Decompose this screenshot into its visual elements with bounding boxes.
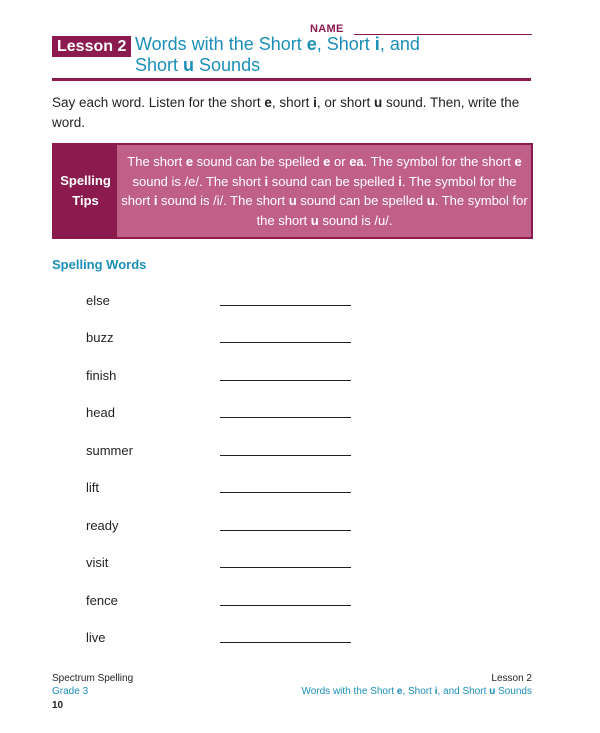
title-letter-i: i	[374, 34, 380, 54]
word-row	[86, 405, 356, 425]
tip-bold: u	[426, 193, 435, 208]
word-row	[86, 593, 356, 613]
spelling-tips-label	[54, 145, 117, 237]
title-part: Words with the Short	[135, 34, 307, 54]
spelling-word: live	[86, 630, 106, 645]
word-row	[86, 630, 356, 650]
directions-letter-u: u	[373, 95, 383, 110]
tip-part: sound can be spelled	[268, 173, 399, 189]
spelling-words-heading: Spelling Words	[52, 257, 147, 272]
tip-part: or	[330, 154, 350, 169]
tip-bold: ea	[349, 154, 364, 169]
spelling-word: lift	[86, 480, 99, 495]
title-part: Short	[135, 55, 184, 75]
directions	[52, 93, 532, 133]
word-row	[86, 330, 356, 350]
spelling-tips-text	[120, 152, 529, 230]
tip-bold: u	[310, 212, 319, 228]
spelling-word: finish	[86, 368, 117, 383]
footer-title-letter: e	[396, 686, 403, 697]
footer-title-letter: i	[434, 686, 438, 697]
footer-title-part: Sounds	[495, 686, 532, 697]
title-divider	[52, 78, 531, 81]
footer-title-part: Words with the Short	[301, 686, 397, 697]
tip-part: The short	[127, 154, 186, 169]
answer-line[interactable]	[220, 567, 351, 568]
answer-line[interactable]	[220, 455, 351, 456]
spelling-word: visit	[86, 555, 109, 570]
tips-label-line: Spelling	[60, 173, 111, 188]
word-row	[86, 293, 356, 313]
tip-bold: i	[398, 173, 402, 189]
footer-lesson-title	[301, 685, 532, 698]
directions-letter-e: e	[264, 95, 272, 110]
title-part: , and	[379, 34, 420, 54]
tip-bold: e	[185, 154, 194, 169]
spelling-word: fence	[86, 593, 118, 608]
word-row	[86, 443, 356, 463]
spelling-word: ready	[86, 518, 119, 533]
answer-line[interactable]	[220, 642, 351, 643]
answer-line[interactable]	[220, 530, 351, 531]
tip-part: sound is /u/.	[318, 212, 393, 228]
tip-part: . The symbol for the short	[363, 154, 515, 169]
spelling-tips-box	[52, 143, 533, 239]
footer-title-part: , Short	[402, 686, 435, 697]
title-part: Sounds	[194, 55, 261, 75]
title-letter-e: e	[306, 34, 317, 54]
tip-bold: e	[323, 154, 331, 169]
lesson-title	[135, 34, 535, 76]
footer-grade: Grade 3	[52, 686, 89, 697]
title-part: , Short	[316, 34, 375, 54]
tip-part: sound is /i/. The short	[157, 193, 289, 208]
tip-part: sound can be spelled	[193, 154, 324, 169]
directions-part: Say each word. Listen for the short	[52, 95, 265, 110]
footer-title-letter: u	[489, 686, 496, 697]
footer-lesson-info	[301, 672, 532, 698]
word-row	[86, 555, 356, 575]
answer-line[interactable]	[220, 417, 351, 418]
directions-part: , short	[271, 95, 314, 110]
answer-line[interactable]	[220, 342, 351, 343]
spelling-word: else	[86, 293, 110, 308]
footer-title-part: , and Short	[437, 686, 490, 697]
footer-book-title: Spectrum Spelling	[52, 673, 134, 684]
tip-part: sound is /e/. The short	[132, 173, 265, 189]
word-row	[86, 368, 356, 388]
name-label: NAME	[310, 23, 344, 35]
directions-part: , or short	[316, 95, 374, 110]
spelling-word: head	[86, 405, 115, 420]
answer-line[interactable]	[220, 305, 351, 306]
word-row	[86, 480, 356, 500]
tip-part: . The symbol for the short	[121, 173, 517, 208]
footer-book-info	[52, 672, 133, 698]
word-row	[86, 518, 356, 538]
page-number: 10	[52, 700, 64, 711]
spelling-word: buzz	[86, 330, 114, 345]
tip-part: . The symbol for the short	[256, 193, 528, 228]
tip-bold: u	[288, 193, 297, 208]
directions-part: sound. Then, write the word.	[52, 95, 520, 130]
tip-part: sound can be spelled	[296, 193, 427, 208]
answer-line[interactable]	[220, 380, 351, 381]
answer-line[interactable]	[220, 492, 351, 493]
tips-label-line: Tips	[72, 193, 99, 208]
spelling-word: summer	[86, 443, 133, 458]
tip-bold: i	[264, 173, 269, 189]
title-letter-u: u	[183, 55, 195, 75]
tip-bold: i	[153, 193, 158, 208]
footer-lesson-label: Lesson 2	[491, 673, 532, 684]
tip-bold: e	[514, 154, 522, 169]
directions-letter-i: i	[313, 95, 317, 110]
answer-line[interactable]	[220, 605, 351, 606]
lesson-badge: Lesson 2	[52, 36, 131, 57]
